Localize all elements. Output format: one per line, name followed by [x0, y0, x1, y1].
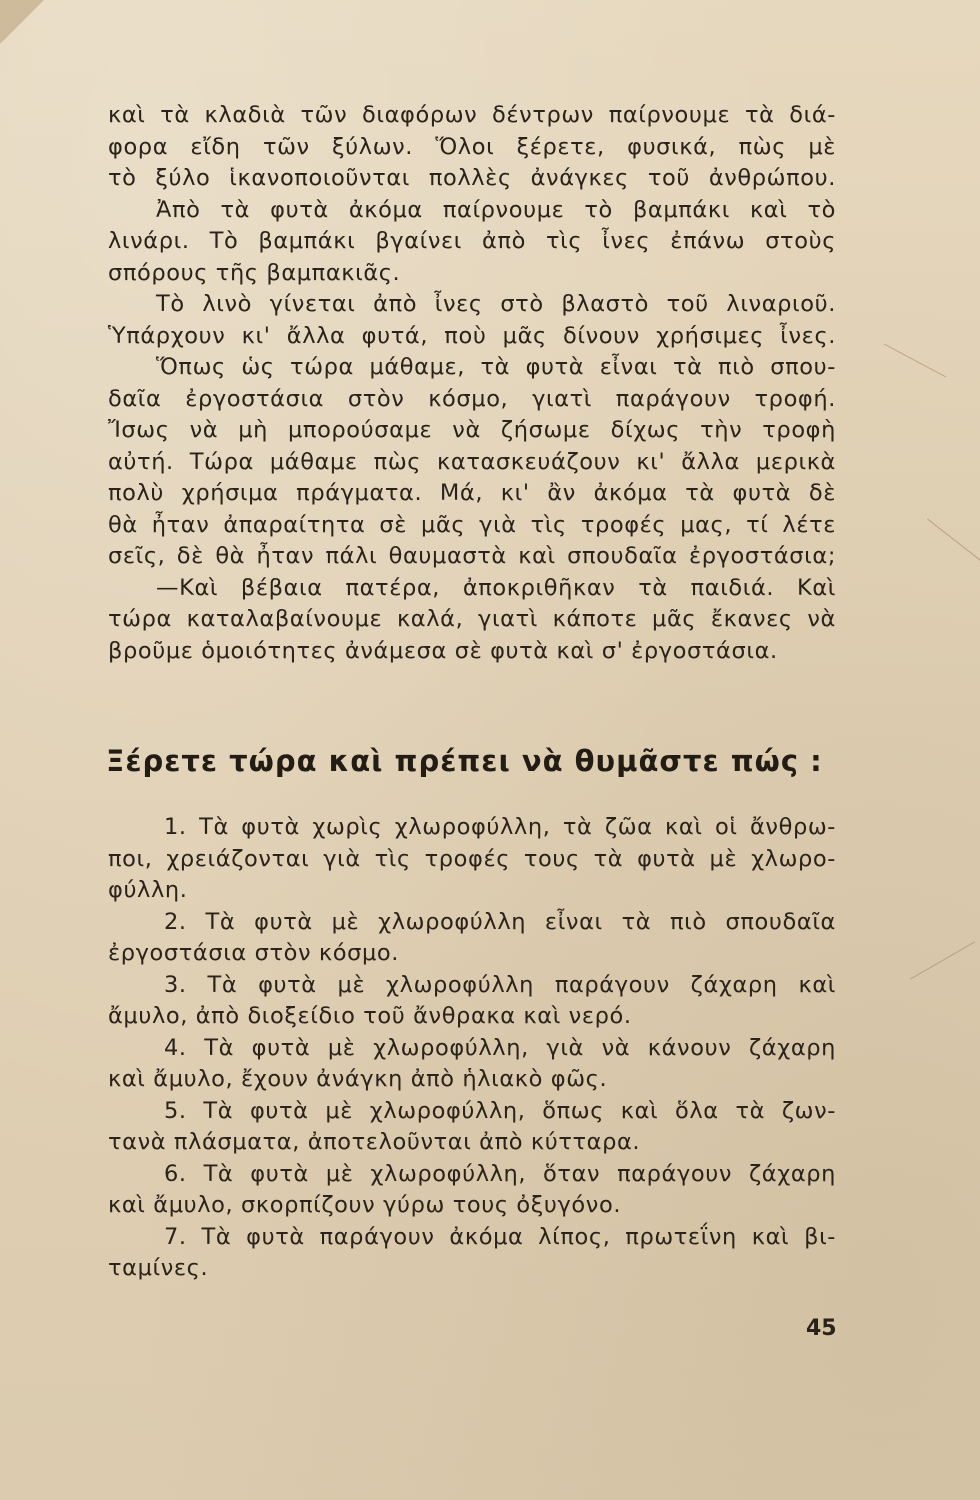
text-line: δαῖα ἐργοστάσια στὸν κόσμο, γιατὶ παράγουν τροφή. — [108, 385, 836, 412]
section-heading: Ξέρετε τώρα καὶ πρέπει νὰ θυμᾶστε πώς : — [106, 744, 823, 778]
text-line: καὶ τὰ κλαδιὰ τῶν διαφόρων δέντρων παίρνουμε τὰ διά- — [108, 102, 836, 128]
text-line: λινάρι. Τὸ βαμπάκι βγαίνει ἀπὸ τὶς ἶνες ἐπάνω στοὺς — [108, 228, 836, 254]
text-line: —Καὶ βέβαια πατέρα, ἀποκριθῆκαν τὰ παιδιά. Καὶ — [156, 574, 836, 601]
text-line: Ἀπὸ τὰ φυτὰ ἀκόμα παίρνουμε τὸ βαμπάκι καὶ τὸ — [156, 196, 836, 223]
list-item-6-line-2: καὶ ἄμυλο, σκορπίζουν γύρω τους ὀξυγόνο. — [108, 1192, 622, 1218]
text-line: θὰ ἦταν ἀπαραίτητα σὲ μᾶς γιὰ τὶς τροφές μας, τί λέτε — [108, 511, 836, 538]
paper-crease — [927, 519, 980, 563]
text-line: τὸ ξύλο ἱκανοποιοῦνται πολλὲς ἀνάγκες τοῦ ἀνθρώπου. — [108, 165, 836, 191]
list-item-4-line-2: καὶ ἄμυλο, ἔχουν ἀνάγκη ἀπὸ ἡλιακὸ φῶς. — [108, 1066, 608, 1092]
summary-list — [108, 812, 836, 1285]
body-text — [108, 100, 836, 667]
list-item-7-line-1: 7. Τὰ φυτὰ παράγουν ἀκόμα λίπος, πρωτεΐνη καὶ βι- — [164, 1223, 836, 1250]
list-item-7-line-2: ταμίνες. — [108, 1255, 209, 1281]
text-line: Ὅπως ὡς τώρα μάθαμε, τὰ φυτὰ εἶναι τὰ πιὸ σπου- — [156, 354, 836, 380]
list-item-5-line-1: 5. Τὰ φυτὰ μὲ χλωροφύλλη, ὅπως καὶ ὅλα τὰ ζων- — [164, 1097, 836, 1124]
text-line: πολὺ χρήσιμα πράγματα. Μά, κι' ἂν ἀκόμα τὰ φυτὰ δὲ — [108, 480, 836, 506]
page-number: 45 — [806, 1316, 837, 1341]
list-item-6-line-1: 6. Τὰ φυτὰ μὲ χλωροφύλλη, ὅταν παράγουν ζάχαρη — [164, 1160, 836, 1187]
paper-crease — [910, 941, 975, 979]
text-line: Ὑπάρχουν κι' ἄλλα φυτά, ποὺ μᾶς δίνουν χρήσιμες ἶνες. — [108, 322, 836, 349]
paper-crease — [884, 344, 946, 378]
list-item-2-line-1: 2. Τὰ φυτὰ μὲ χλωροφύλλη εἶναι τὰ πιὸ σπουδαῖα — [164, 908, 836, 935]
list-item-3-line-1: 3. Τὰ φυτὰ μὲ χλωροφύλλη παράγουν ζάχαρη καὶ — [164, 971, 836, 998]
text-line: Τὸ λινὸ γίνεται ἀπὸ ἶνες στὸ βλαστὸ τοῦ λιναριοῦ. — [156, 291, 836, 317]
list-item-1-line-2: ποι, χρειάζονται γιὰ τὶς τροφές τους τὰ φυτὰ μὲ χλωρο- — [108, 845, 836, 872]
text-line: σπόρους τῆς βαμπακιᾶς. — [108, 259, 401, 286]
text-line: Ἴσως νὰ μὴ μπορούσαμε νὰ ζήσωμε δίχως τὴν τροφὴ — [108, 417, 836, 443]
folded-corner — [0, 0, 44, 44]
text-line: βροῦμε ὁμοιότητες ἀνάμεσα σὲ φυτὰ καὶ σ' ἐργοστάσια. — [108, 637, 778, 664]
text-line: αὐτή. Τώρα μάθαμε πὼς κατασκευάζουν κι' ἄλλα μερικὰ — [108, 448, 836, 475]
list-item-1-line-1: 1. Τὰ φυτὰ χωρὶς χλωροφύλλη, τὰ ζῶα καὶ οἱ ἄνθρω- — [164, 814, 836, 840]
list-item-2-line-2: ἐργοστάσια στὸν κόσμο. — [108, 940, 400, 966]
list-item-5-line-2: τανὰ πλάσματα, ἀποτελοῦνται ἀπὸ κύτταρα. — [108, 1129, 641, 1155]
text-line: τώρα καταλαβαίνουμε καλά, γιατὶ κάποτε μᾶς ἔκανες νὰ — [108, 606, 836, 632]
list-item-1-line-3: φύλλη. — [108, 877, 188, 903]
list-item-4-line-1: 4. Τὰ φυτὰ μὲ χλωροφύλλη, γιὰ νὰ κάνουν ζάχαρη — [164, 1034, 836, 1061]
text-line: φορα εἴδη τῶν ξύλων. Ὅλοι ξέρετε, φυσικά, πὼς μὲ — [108, 133, 836, 160]
list-item-3-line-2: ἄμυλο, ἀπὸ διοξείδιο τοῦ ἄνθρακα καὶ νερό. — [108, 1003, 632, 1029]
text-line: σεῖς, δὲ θὰ ἦταν πάλι θαυμαστὰ καὶ σπουδαῖα ἐργοστάσια; — [108, 543, 836, 569]
